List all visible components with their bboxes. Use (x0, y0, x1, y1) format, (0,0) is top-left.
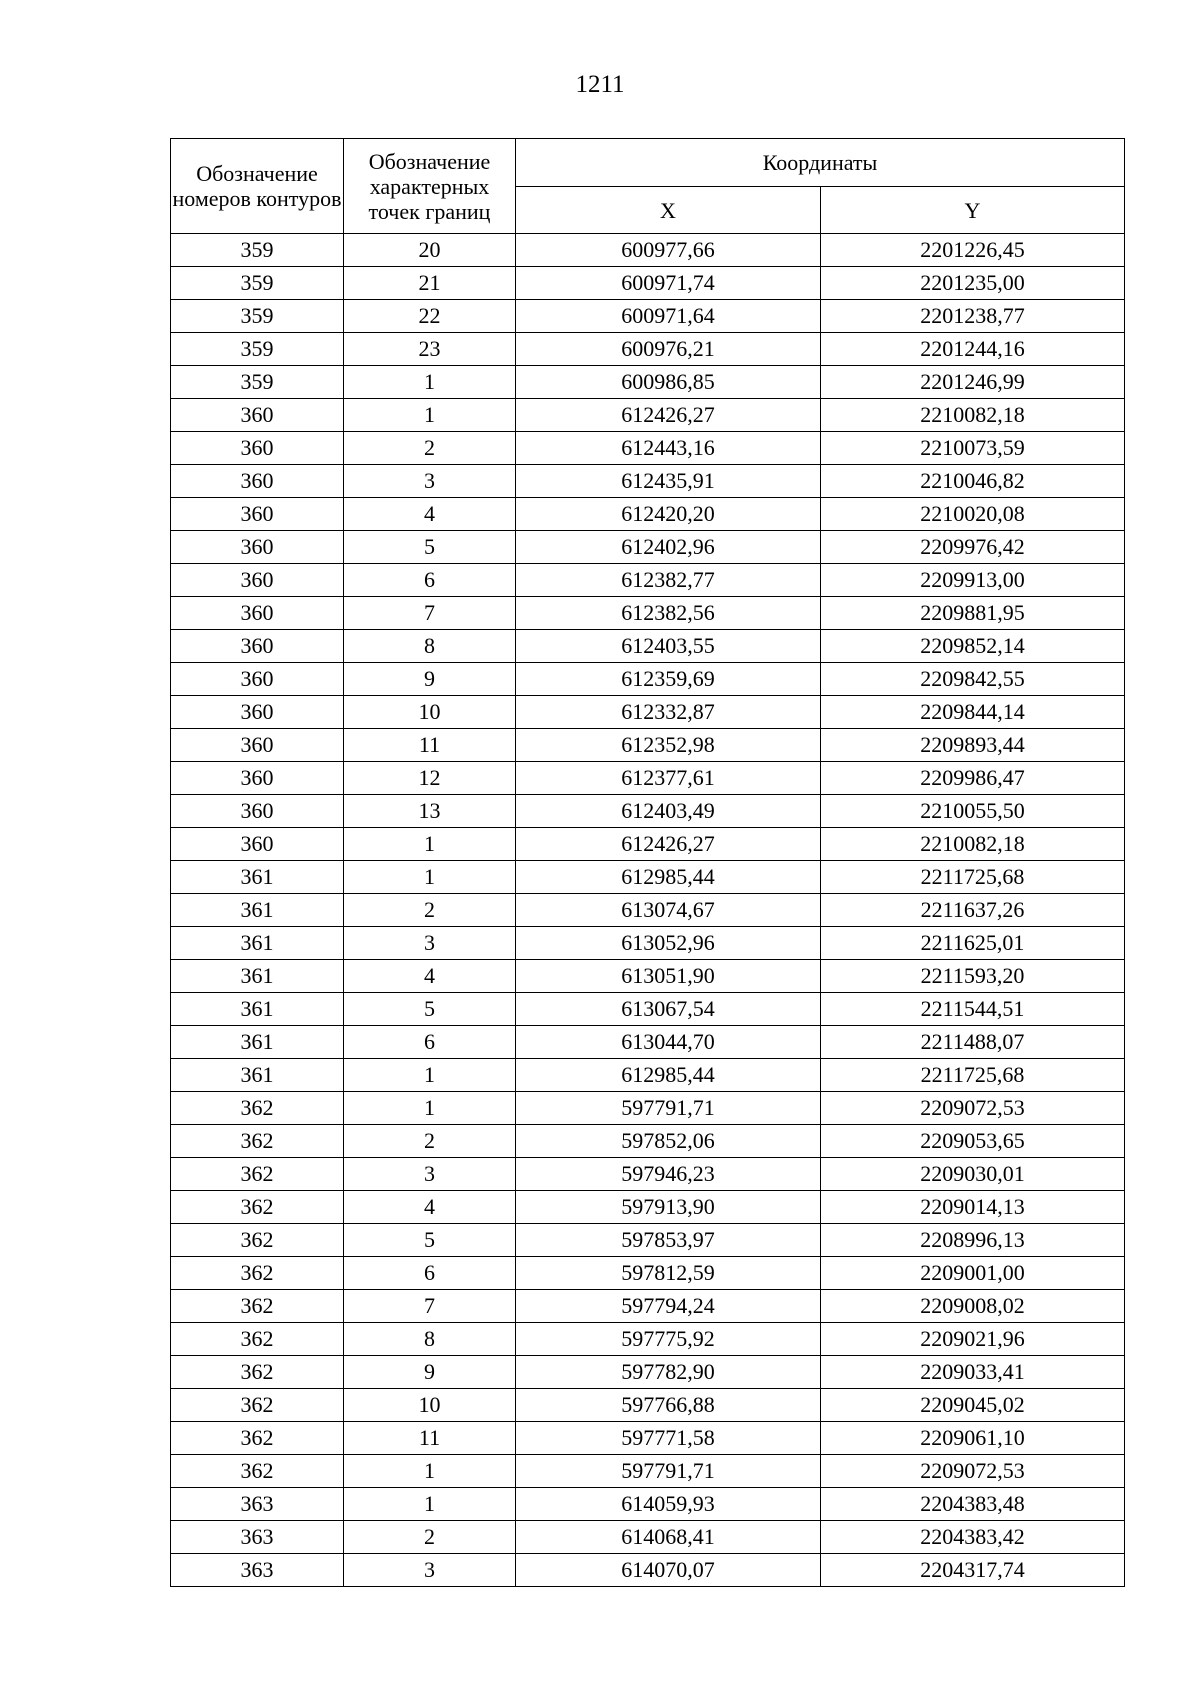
y-cell: 2209844,14 (821, 696, 1125, 729)
point-cell: 1 (344, 828, 516, 861)
x-cell: 597782,90 (516, 1356, 821, 1389)
y-cell: 2209881,95 (821, 597, 1125, 630)
table-row (171, 663, 1125, 696)
x-cell: 612435,91 (516, 465, 821, 498)
x-cell: 612443,16 (516, 432, 821, 465)
contour-cell: 360 (171, 696, 344, 729)
y-cell: 2210082,18 (821, 399, 1125, 432)
y-cell: 2210082,18 (821, 828, 1125, 861)
header-boundary-points: Обозначение характерных точек границ (344, 139, 516, 234)
x-cell: 597812,59 (516, 1257, 821, 1290)
contour-cell: 361 (171, 894, 344, 927)
table-row (171, 1125, 1125, 1158)
point-cell: 23 (344, 333, 516, 366)
table-row (171, 432, 1125, 465)
y-cell: 2209986,47 (821, 762, 1125, 795)
table-row (171, 1356, 1125, 1389)
y-cell: 2210073,59 (821, 432, 1125, 465)
y-cell: 2201238,77 (821, 300, 1125, 333)
table-row (171, 1224, 1125, 1257)
point-cell: 1 (344, 861, 516, 894)
contour-cell: 360 (171, 729, 344, 762)
coordinates-table (170, 138, 1125, 1587)
x-cell: 614070,07 (516, 1554, 821, 1587)
contour-cell: 362 (171, 1290, 344, 1323)
point-cell: 1 (344, 1059, 516, 1092)
contour-cell: 362 (171, 1389, 344, 1422)
contour-cell: 362 (171, 1125, 344, 1158)
table-row (171, 1158, 1125, 1191)
table-row (171, 696, 1125, 729)
point-cell: 1 (344, 1092, 516, 1125)
x-cell: 600986,85 (516, 366, 821, 399)
table-row (171, 234, 1125, 267)
point-cell: 3 (344, 1554, 516, 1587)
x-cell: 614059,93 (516, 1488, 821, 1521)
point-cell: 4 (344, 1191, 516, 1224)
point-cell: 6 (344, 564, 516, 597)
x-cell: 613051,90 (516, 960, 821, 993)
y-cell: 2204317,74 (821, 1554, 1125, 1587)
point-cell: 1 (344, 366, 516, 399)
x-cell: 613044,70 (516, 1026, 821, 1059)
table-row (171, 300, 1125, 333)
x-cell: 597771,58 (516, 1422, 821, 1455)
contour-cell: 362 (171, 1224, 344, 1257)
point-cell: 10 (344, 696, 516, 729)
x-cell: 613052,96 (516, 927, 821, 960)
table-header (171, 139, 1125, 234)
y-cell: 2201226,45 (821, 234, 1125, 267)
x-cell: 612426,27 (516, 828, 821, 861)
table-row (171, 531, 1125, 564)
y-cell: 2204383,42 (821, 1521, 1125, 1554)
page-number: 1211 (575, 71, 625, 98)
contour-cell: 363 (171, 1554, 344, 1587)
table-row (171, 828, 1125, 861)
x-cell: 597853,97 (516, 1224, 821, 1257)
contour-cell: 362 (171, 1092, 344, 1125)
contour-cell: 361 (171, 927, 344, 960)
contour-cell: 360 (171, 630, 344, 663)
point-cell: 5 (344, 1224, 516, 1257)
table-row (171, 1092, 1125, 1125)
contour-cell: 362 (171, 1323, 344, 1356)
x-cell: 597791,71 (516, 1092, 821, 1125)
point-cell: 9 (344, 663, 516, 696)
header-y: Y (821, 187, 1125, 234)
table-row (171, 1488, 1125, 1521)
contour-cell: 361 (171, 993, 344, 1026)
point-cell: 2 (344, 1521, 516, 1554)
x-cell: 612985,44 (516, 1059, 821, 1092)
x-cell: 612403,55 (516, 630, 821, 663)
y-cell: 2209014,13 (821, 1191, 1125, 1224)
point-cell: 7 (344, 1290, 516, 1323)
point-cell: 21 (344, 267, 516, 300)
point-cell: 6 (344, 1026, 516, 1059)
table-row (171, 333, 1125, 366)
x-cell: 612402,96 (516, 531, 821, 564)
point-cell: 9 (344, 1356, 516, 1389)
contour-cell: 361 (171, 960, 344, 993)
y-cell: 2211593,20 (821, 960, 1125, 993)
point-cell: 6 (344, 1257, 516, 1290)
point-cell: 4 (344, 498, 516, 531)
point-cell: 13 (344, 795, 516, 828)
x-cell: 597766,88 (516, 1389, 821, 1422)
contour-cell: 362 (171, 1191, 344, 1224)
contour-cell: 362 (171, 1455, 344, 1488)
table-row (171, 762, 1125, 795)
x-cell: 600971,74 (516, 267, 821, 300)
contour-cell: 362 (171, 1356, 344, 1389)
x-cell: 600971,64 (516, 300, 821, 333)
contour-cell: 360 (171, 828, 344, 861)
contour-cell: 359 (171, 267, 344, 300)
header-coordinates: Координаты (516, 139, 1125, 187)
x-cell: 612382,77 (516, 564, 821, 597)
y-cell: 2211544,51 (821, 993, 1125, 1026)
table-row (171, 1554, 1125, 1587)
x-cell: 600976,21 (516, 333, 821, 366)
table-row (171, 1191, 1125, 1224)
contour-cell: 360 (171, 663, 344, 696)
table-body (171, 234, 1125, 1587)
y-cell: 2209072,53 (821, 1092, 1125, 1125)
point-cell: 4 (344, 960, 516, 993)
y-cell: 2208996,13 (821, 1224, 1125, 1257)
x-cell: 612332,87 (516, 696, 821, 729)
contour-cell: 361 (171, 1026, 344, 1059)
contour-cell: 360 (171, 564, 344, 597)
header-contour-numbers: Обозначение номеров контуров (171, 139, 344, 234)
y-cell: 2211725,68 (821, 861, 1125, 894)
x-cell: 613074,67 (516, 894, 821, 927)
table-row (171, 465, 1125, 498)
point-cell: 2 (344, 894, 516, 927)
y-cell: 2210055,50 (821, 795, 1125, 828)
y-cell: 2209913,00 (821, 564, 1125, 597)
contour-cell: 360 (171, 597, 344, 630)
y-cell: 2211637,26 (821, 894, 1125, 927)
contour-cell: 360 (171, 795, 344, 828)
y-cell: 2210046,82 (821, 465, 1125, 498)
y-cell: 2204383,48 (821, 1488, 1125, 1521)
x-cell: 612426,27 (516, 399, 821, 432)
contour-cell: 362 (171, 1422, 344, 1455)
table-row (171, 1422, 1125, 1455)
point-cell: 11 (344, 729, 516, 762)
point-cell: 22 (344, 300, 516, 333)
contour-cell: 361 (171, 861, 344, 894)
contour-cell: 360 (171, 762, 344, 795)
table-row (171, 399, 1125, 432)
point-cell: 1 (344, 1488, 516, 1521)
y-cell: 2209893,44 (821, 729, 1125, 762)
contour-cell: 360 (171, 498, 344, 531)
point-cell: 3 (344, 927, 516, 960)
y-cell: 2209072,53 (821, 1455, 1125, 1488)
table-row (171, 861, 1125, 894)
y-cell: 2211625,01 (821, 927, 1125, 960)
x-cell: 612420,20 (516, 498, 821, 531)
point-cell: 2 (344, 432, 516, 465)
x-cell: 597794,24 (516, 1290, 821, 1323)
y-cell: 2209008,02 (821, 1290, 1125, 1323)
x-cell: 612403,49 (516, 795, 821, 828)
y-cell: 2209001,00 (821, 1257, 1125, 1290)
table-row (171, 1257, 1125, 1290)
contour-cell: 359 (171, 333, 344, 366)
contour-cell: 360 (171, 531, 344, 564)
y-cell: 2209852,14 (821, 630, 1125, 663)
point-cell: 5 (344, 993, 516, 1026)
table-row (171, 597, 1125, 630)
point-cell: 20 (344, 234, 516, 267)
table-row (171, 729, 1125, 762)
point-cell: 10 (344, 1389, 516, 1422)
x-cell: 612985,44 (516, 861, 821, 894)
table-row (171, 993, 1125, 1026)
contour-cell: 363 (171, 1488, 344, 1521)
table-row (171, 894, 1125, 927)
point-cell: 5 (344, 531, 516, 564)
point-cell: 2 (344, 1125, 516, 1158)
point-cell: 1 (344, 399, 516, 432)
y-cell: 2211725,68 (821, 1059, 1125, 1092)
table-row (171, 1059, 1125, 1092)
y-cell: 2209061,10 (821, 1422, 1125, 1455)
table-row (171, 795, 1125, 828)
x-cell: 613067,54 (516, 993, 821, 1026)
x-cell: 597913,90 (516, 1191, 821, 1224)
contour-cell: 362 (171, 1257, 344, 1290)
table-row (171, 1521, 1125, 1554)
table-row (171, 630, 1125, 663)
x-cell: 597852,06 (516, 1125, 821, 1158)
contour-cell: 360 (171, 465, 344, 498)
contour-cell: 363 (171, 1521, 344, 1554)
x-cell: 612359,69 (516, 663, 821, 696)
table-row (171, 1290, 1125, 1323)
y-cell: 2201246,99 (821, 366, 1125, 399)
x-cell: 612377,61 (516, 762, 821, 795)
y-cell: 2209033,41 (821, 1356, 1125, 1389)
contour-cell: 360 (171, 399, 344, 432)
point-cell: 1 (344, 1455, 516, 1488)
point-cell: 12 (344, 762, 516, 795)
y-cell: 2211488,07 (821, 1026, 1125, 1059)
table-row (171, 366, 1125, 399)
contour-cell: 359 (171, 366, 344, 399)
contour-cell: 359 (171, 300, 344, 333)
point-cell: 3 (344, 1158, 516, 1191)
x-cell: 597791,71 (516, 1455, 821, 1488)
table-row (171, 960, 1125, 993)
y-cell: 2209030,01 (821, 1158, 1125, 1191)
contour-cell: 361 (171, 1059, 344, 1092)
y-cell: 2209842,55 (821, 663, 1125, 696)
y-cell: 2209021,96 (821, 1323, 1125, 1356)
table-row (171, 498, 1125, 531)
point-cell: 3 (344, 465, 516, 498)
contour-cell: 359 (171, 234, 344, 267)
table-row (171, 1323, 1125, 1356)
point-cell: 8 (344, 1323, 516, 1356)
y-cell: 2209045,02 (821, 1389, 1125, 1422)
table-row (171, 267, 1125, 300)
x-cell: 614068,41 (516, 1521, 821, 1554)
table-row (171, 1455, 1125, 1488)
x-cell: 597775,92 (516, 1323, 821, 1356)
contour-cell: 362 (171, 1158, 344, 1191)
point-cell: 7 (344, 597, 516, 630)
y-cell: 2209053,65 (821, 1125, 1125, 1158)
y-cell: 2201244,16 (821, 333, 1125, 366)
y-cell: 2209976,42 (821, 531, 1125, 564)
x-cell: 612352,98 (516, 729, 821, 762)
point-cell: 8 (344, 630, 516, 663)
contour-cell: 360 (171, 432, 344, 465)
x-cell: 612382,56 (516, 597, 821, 630)
table-row (171, 927, 1125, 960)
table-row (171, 1026, 1125, 1059)
table-row (171, 1389, 1125, 1422)
table-row (171, 564, 1125, 597)
x-cell: 600977,66 (516, 234, 821, 267)
y-cell: 2201235,00 (821, 267, 1125, 300)
x-cell: 597946,23 (516, 1158, 821, 1191)
point-cell: 11 (344, 1422, 516, 1455)
y-cell: 2210020,08 (821, 498, 1125, 531)
header-x: X (516, 187, 821, 234)
